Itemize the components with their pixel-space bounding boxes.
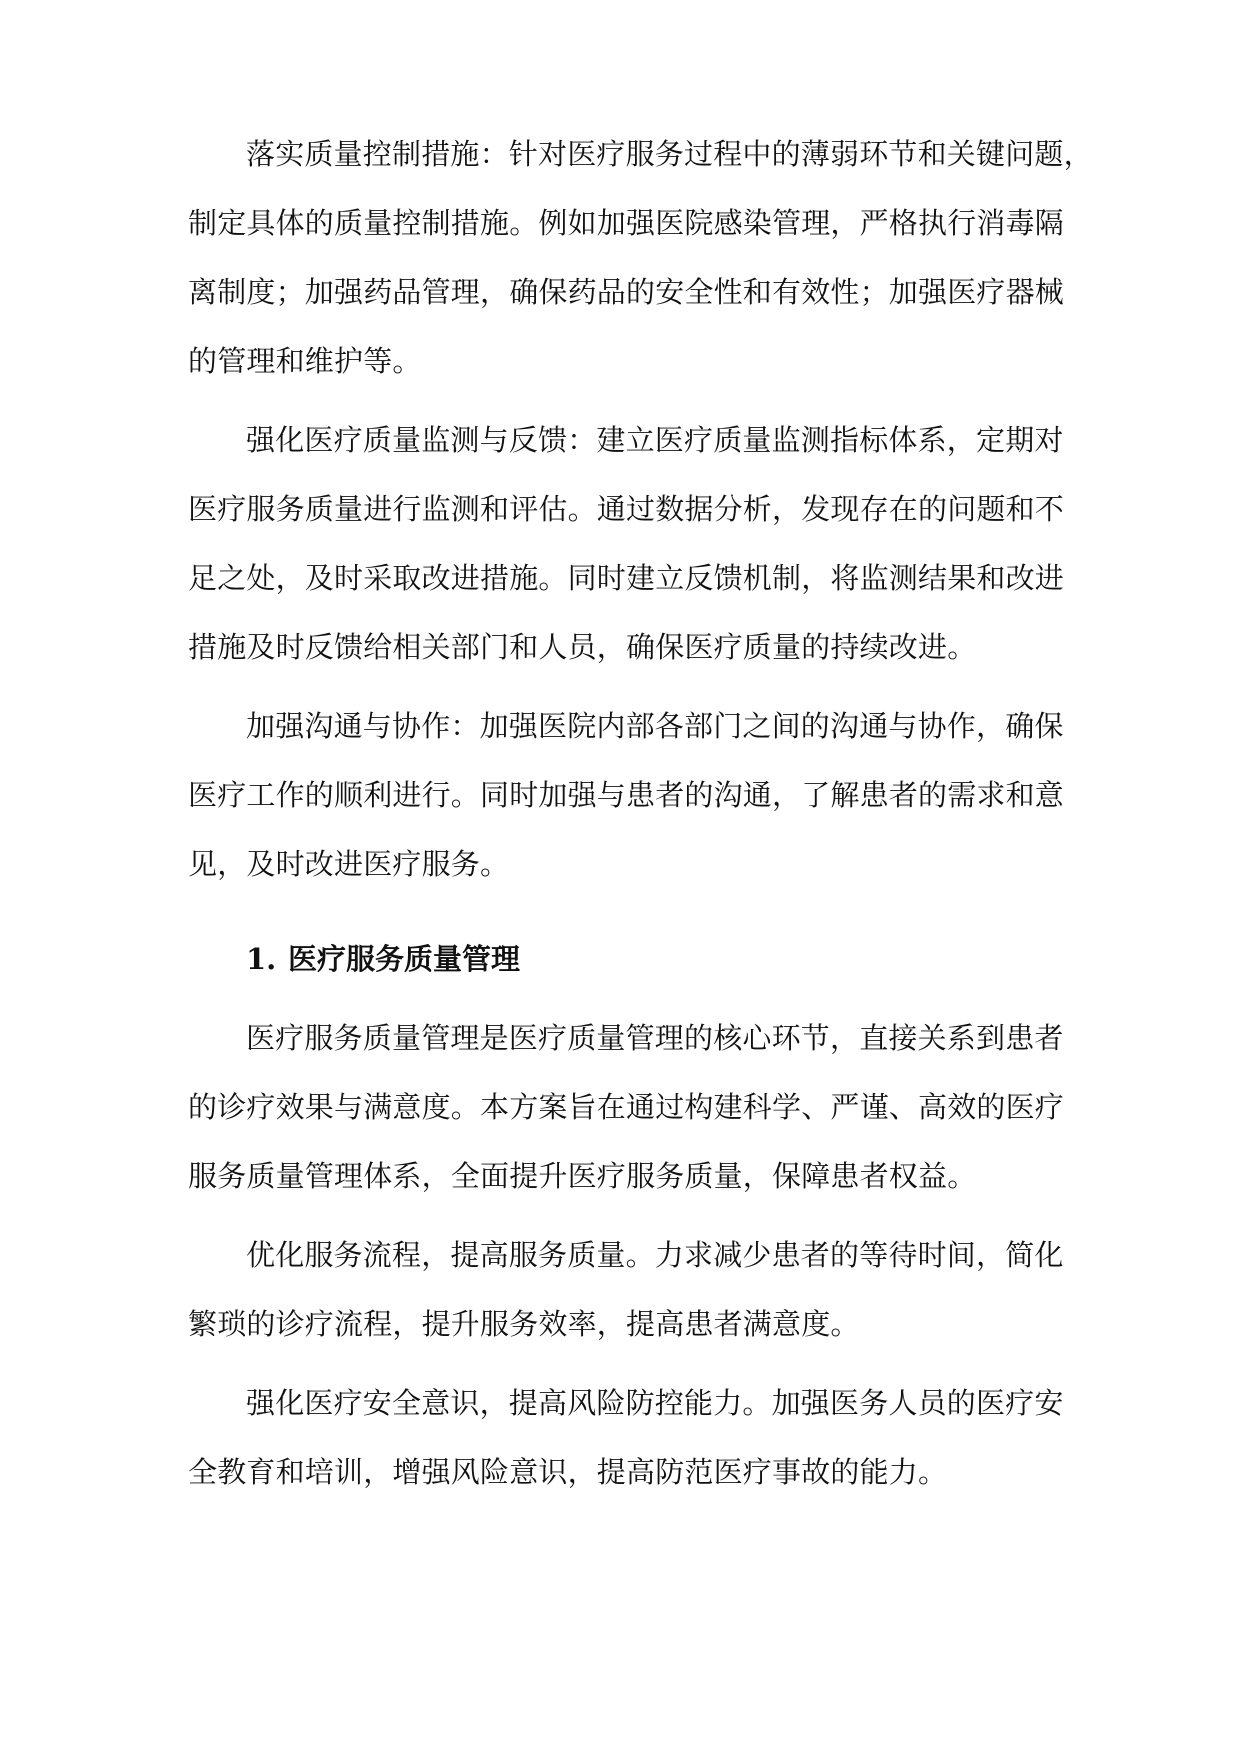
paragraph-line: 优化服务流程，提高服务质量。力求减少患者的等待时间，简化 (246, 1238, 1064, 1272)
paragraph-line: 措施及时反馈给相关部门和人员，确保医疗质量的持续改进。 (188, 630, 977, 664)
paragraph-line: 医疗工作的顺利进行。同时加强与患者的沟通，了解患者的需求和意 (188, 778, 1065, 812)
paragraph-line: 加强沟通与协作：加强医院内部各部门之间的沟通与协作，确保 (246, 709, 1064, 743)
paragraph-line: 医疗服务质量管理是医疗质量管理的核心环节，直接关系到患者 (246, 1021, 1064, 1055)
paragraph-line: 落实质量控制措施：针对医疗服务过程中的薄弱环节和关键问题， (246, 137, 1093, 171)
paragraph-line: 医疗服务质量进行监测和评估。通过数据分析，发现存在的问题和不 (188, 492, 1065, 526)
section-title: 医疗服务质量管理 (288, 942, 521, 976)
paragraph-line: 的管理和维护等。 (188, 344, 422, 378)
paragraph-line: 全教育和培训，增强风险意识，提高防范医疗事故的能力。 (188, 1455, 948, 1489)
paragraph-line: 强化医疗质量监测与反馈：建立医疗质量监测指标体系，定期对 (246, 423, 1064, 457)
paragraph-line: 离制度；加强药品管理，确保药品的安全性和有效性；加强医疗器械 (188, 275, 1065, 309)
paragraph-line: 制定具体的质量控制措施。例如加强医院感染管理，严格执行消毒隔 (188, 206, 1065, 240)
section-number: 1. (246, 942, 277, 976)
paragraph-line: 繁琐的诊疗流程，提升服务效率，提高患者满意度。 (188, 1307, 860, 1341)
paragraph-line: 强化医疗安全意识，提高风险防控能力。加强医务人员的医疗安 (246, 1386, 1064, 1420)
paragraph-line: 服务质量管理体系，全面提升医疗服务质量，保障患者权益。 (188, 1159, 977, 1193)
paragraph-line: 见，及时改进医疗服务。 (188, 847, 510, 881)
paragraph-line: 的诊疗效果与满意度。本方案旨在通过构建科学、严谨、高效的医疗 (188, 1090, 1065, 1124)
paragraph-line: 足之处，及时采取改进措施。同时建立反馈机制，将监测结果和改进 (188, 561, 1065, 595)
section-heading (246, 939, 520, 979)
